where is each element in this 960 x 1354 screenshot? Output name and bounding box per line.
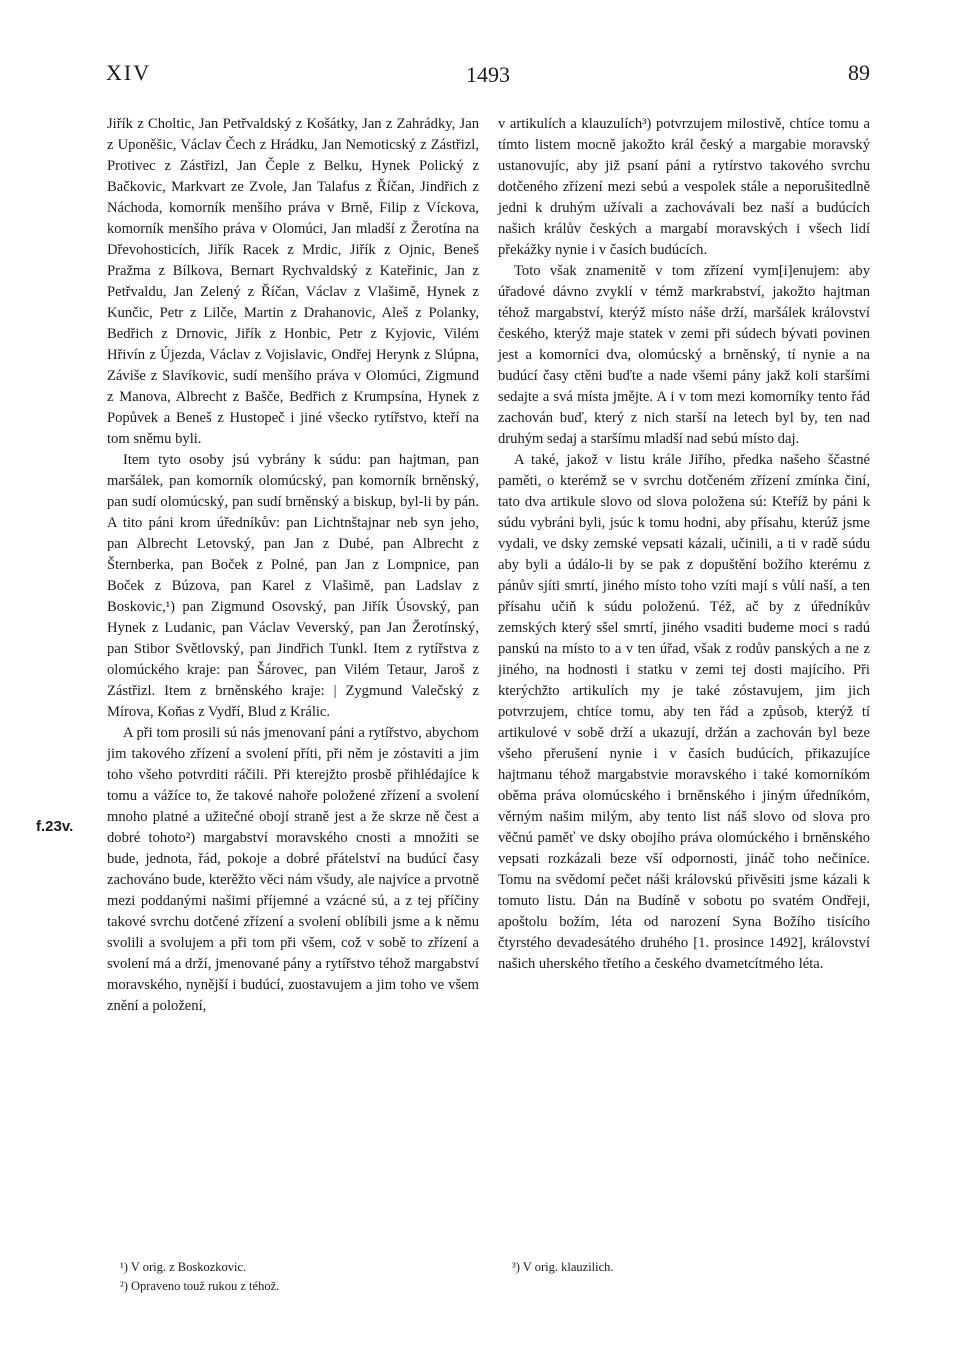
right-text-column <box>498 114 870 975</box>
left-paragraph-3: A při tom prosili sú nás jmenovaní páni a rytířstvo, abychom jim takového zřízení a svolení příti, při něm je zóstaviti a jim toho všeho potvrditi ráčili. Při kterejžto prosbě přihlédajíce k tomu a vážíce to, že takové nahoře položené zřízení a svolení mnoho platné a užitečné obojí straně jest a že skrze ně čest a dobré tohoto²) margabství moravského cnosti a množiti se bude, jednota, řád, pokoje a dobré přátelství na budúcí časy zachováno bude, kterěžto věci nám všudy, ale najvíce a prvotně mezi poddanými našimi příjemné a vzácné sú, a z tej příčiny takové svrchu dotčené zřízení a svolení oblíbili jsme a k němu svolili a svolujem a při tom při všem, což v sobě to zřízení a svolení má a drží, jmenované pány a rytířstvo téhož margabství moravského, nynější i budúcí, zuostavujem a jim toho ve všem znění a položení, <box>107 725 479 1014</box>
left-paragraph-2: Item tyto osoby jsú vybrány k súdu: pan hajtman, pan maršálek, pan komorník olomúcský, pan komorník brněnský, pan sudí olomúcský, pan sudí brněnský a biskup, byl-li by pán. A tito páni krom úředníkův: pan Lichtnštajnar neb syn jeho, pan Albrecht Letovský, pan Jan z Dubé, pan Albrecht z Šternberka, pan Boček z Polné, pan Jan z Lompnice, pan Boček z Búzova, pan Karel z Vlašimě, pan Ladslav z Boskovic,¹) pan Zigmund Osovský, pan Jiřík Úsovský, pan Hynek z Ludanic, pan Václav Veverský, pan Jan Žerotínský, pan Stibor Světlovský, pan Jindřich Tunkl. Item z rytířstva z olomúckého kraje: pan Šárovec, pan Vilém Tetaur, Jaroš z Zástřizl. Item z brněnského kraje: | Zygmund Valečský z Mírova, Koňas z Vydří, Blud z Králic. <box>107 452 479 720</box>
right-paragraph-1: v artikulích a klauzulích³) potvrzujem milostivě, chtíce tomu a tímto listem mocně jakožto král český a margabie moravský ustanovujíc, aby již psaní páni a rytírstvo takového svrchu dotčeného zřízení mezi sebú a vespolek stále a neporušitedlně jedni k druhým užívali a zachovávali bez naší a budúcích našich králův českých a margabí moravských i všech lidí překážky nynie i v časích budúcích. <box>498 116 870 258</box>
year-heading: 1493 <box>466 62 510 87</box>
folio-margin-note: f.23v. <box>36 818 74 835</box>
footnote-2: ²) Opraveno touž rukou z téhož. <box>120 1279 280 1293</box>
page-number: 89 <box>848 60 870 85</box>
footnote-1: ¹) V orig. z Boskozkovic. <box>120 1260 247 1274</box>
chapter-number: XIV <box>106 60 152 85</box>
footnote-3: ³) V orig. klauzilich. <box>512 1260 614 1274</box>
page-header <box>106 60 870 92</box>
footnotes-right <box>512 1258 852 1277</box>
left-text-column <box>107 114 479 1017</box>
right-paragraph-2: Toto však znamenitě v tom zřízení vym[i]enujem: aby úřadové dávno zvyklí v témž markrabství, jakožto hajtman téhož margabství, kterýž místo náše drží, maršálek království českého, kterýž maje statek v zemi při súdech bývati povinen jest a komorníci dva, olomúcský a brněnský, tí nynie a na budúcí časy ctěni buďte a nade všemi pány jakž koli staršími sedajte a svá místa jmějte. A i v tom mezi komorníky tento řád zachován buď, který z nich starší na letech byl by, ten nad druhým sedaj a staršímu mladší nad sebú místo daj. <box>498 263 870 447</box>
right-paragraph-3: A také, jakož v listu krále Jiřího, předka našeho ščastné paměti, o kterémž se v svrchu dotčeném zřízení zmínka činí, tato dva artikule slovo od slova položena sú: Kteříž by páni k súdu vybráni byli, jsúc k tomu hodni, aby přísahu, kterúž jsme vydali, ve dsky zemské vepsati kázali, učinili, a ti v radě súdu aby byli a údálo-li by se pak z dopuštění božího kterému z pánův sjíti smrtí, jiného místo toho vzíti mají s vůlí naší, a ten přísahu učiň k súdu položenú. Též, ač by z úředníkův zemských který sšel smrtí, jiného vsaditi budeme moci s radú panskú na místo to a v ten úřad, však z rodův panských a ne z jiného, na hodnosti i statku v zemi tej dosti majícího. Při kterýchžto artikulích my je také zóstavujem, jim jich potvrzujem, chtíce tomu, aby ten řád a způsob, kterýž tí artikulové v sobě drží a ukazují, držán a zachován byl beze všeho přerušení nynie i v časích budúcích, přikazujíce hajtmanu téhož margabstvie moravského i také komorníkóm oběma práva olomúcského i brněnského i jiným úředníkóm, věrným našim milým, aby tento list náš slovo od slova pro věčnú paměť ve dsky obojího práva olomúckého i brněnského vepsati rozkázali beze vší odpornosti, jináč toho nečiníce. Tomu na svědomí pečet náši královskú přivěsiti jsme kázali k tomuto listu. Dán na Budíně v sobotu po svatém Ondřeji, apoštolu božím, léta od narození Syna Božího tisícího čtyrstého devadesátého druhého [1. prosince 1492], království našich uherského třetího a českého dvametcítmého léta. <box>498 452 870 972</box>
footnotes-left <box>120 1258 460 1296</box>
left-paragraph-1: Jiřík z Choltic, Jan Petřvaldský z Košátky, Jan z Zahrádky, Jan z Uponěšic, Václav Čech z Hrádku, Jan Nemoticský z Zástřizl, Protivec z Zástřizl, Jan Čeple z Belku, Hynek Polický z Bačkovic, Markvart ze Zvole, Jan Talafus z Říčan, Jindřich z Náchoda, komorník menšího práva v Brně, Filip z Víckova, komorník menšího práva v Olomúci, Jan mladší z Žerotína na Dřevohosticích, Jiřík Racek z Mrdic, Jiřík z Ojnic, Beneš Pražma z Bílkova, Bernart Rychvaldský z Kateřinic, Jan z Petřvaldu, Jan Zelený z Říčan, Václav z Vlašimě, Hynek z Kunčic, Petr z Lilče, Martin z Drahanovic, Aleš z Polanky, Bedřich z Drnovic, Jiřík z Honbic, Petr z Kyjovic, Vilém Hřivín z Újezda, Václav z Vojislavic, Ondřej Herynk z Slúpna, Záviše z Slavíkovic, sudí menšího práva v Olomúci, Zigmund z Manova, Albrecht z Bašče, Bedřich z Krumpsína, Hynek z Popůvek a Beneš z Hustopeč i jiné všecko rytířstvo, kteří na tom sněmu byli. <box>107 116 479 447</box>
